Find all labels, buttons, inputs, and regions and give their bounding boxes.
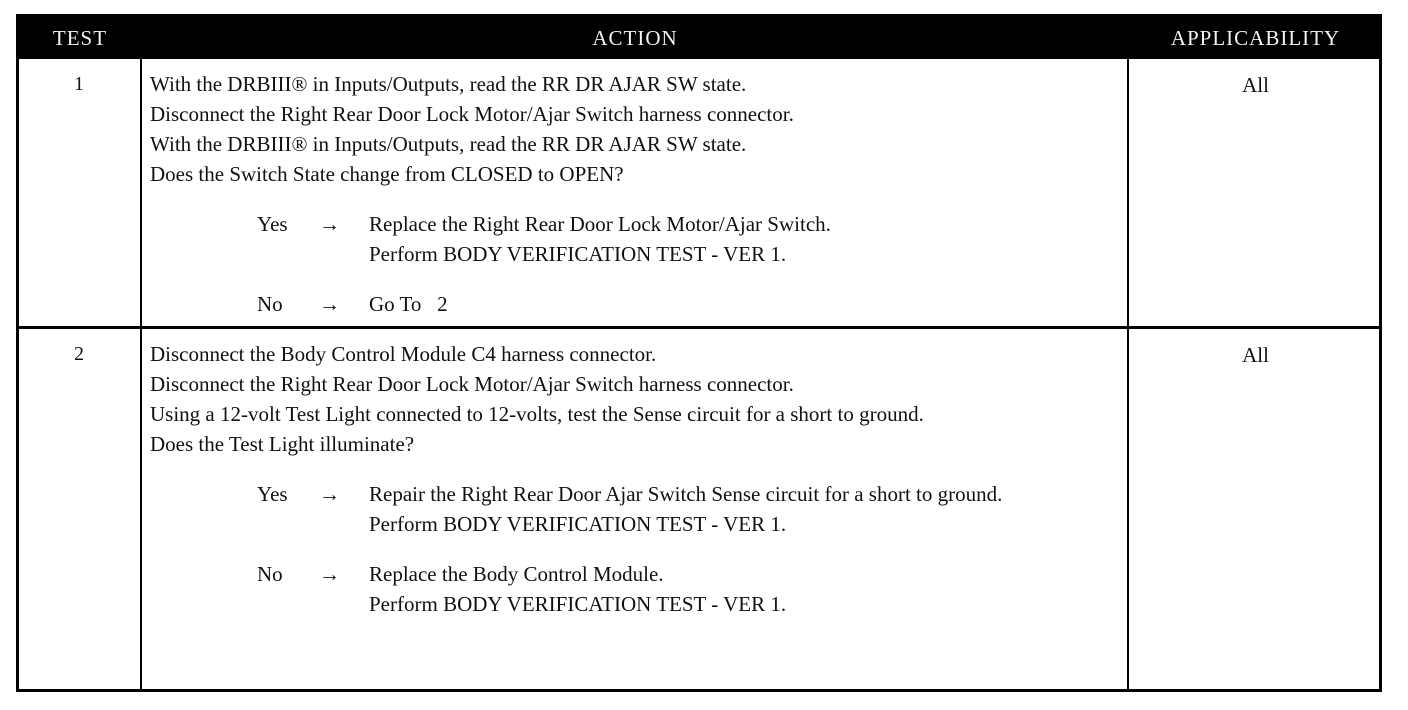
applicability-value: All (1242, 343, 1269, 367)
no-branch (257, 559, 1125, 619)
result-line: Perform BODY VERIFICATION TEST - VER 1. (369, 242, 787, 266)
action-step: Does the Switch State change from CLOSED to OPEN? (150, 162, 624, 186)
yes-label: Yes (257, 482, 288, 506)
test-number: 2 (74, 343, 84, 365)
action-step: With the DRBIII® in Inputs/Outputs, read the RR DR AJAR SW state. (150, 132, 747, 156)
row-divider (19, 326, 1379, 329)
result-line: Repair the Right Rear Door Ajar Switch Sense circuit for a short to ground. (369, 482, 1003, 506)
no-label: No (257, 292, 283, 316)
arrow-icon: → (319, 482, 340, 506)
column-divider (1127, 59, 1129, 692)
header-applicability: APPLICABILITY (1170, 26, 1341, 50)
arrow-icon: → (319, 212, 340, 236)
action-step: Disconnect the Right Rear Door Lock Motor/Ajar Switch harness connector. (150, 102, 794, 126)
table-header (19, 17, 1379, 59)
action-step: Does the Test Light illuminate? (150, 432, 415, 456)
no-label: No (257, 562, 283, 586)
result-line: Replace the Body Control Module. (369, 562, 664, 586)
diagnostic-test-table (16, 14, 1382, 692)
test-number: 1 (74, 73, 84, 95)
result-line: Replace the Right Rear Door Lock Motor/Ajar Switch. (369, 212, 831, 236)
arrow-icon: → (319, 292, 340, 316)
column-divider (140, 59, 142, 692)
action-step: Disconnect the Body Control Module C4 harness connector. (150, 342, 657, 366)
arrow-icon: → (319, 562, 340, 586)
yes-branch (257, 209, 1125, 269)
header-test: TEST (52, 26, 108, 50)
action-cell (150, 339, 1125, 619)
applicability-value: All (1242, 73, 1269, 97)
result-line: Perform BODY VERIFICATION TEST - VER 1. (369, 592, 787, 616)
action-step: Using a 12-volt Test Light connected to 12-volts, test the Sense circuit for a short to ground. (150, 402, 924, 426)
no-branch (257, 289, 1125, 319)
action-step: With the DRBIII® in Inputs/Outputs, read the RR DR AJAR SW state. (150, 72, 747, 96)
header-action: ACTION (592, 26, 678, 50)
action-cell (150, 69, 1125, 319)
yes-label: Yes (257, 212, 288, 236)
yes-branch (257, 479, 1125, 539)
action-step: Disconnect the Right Rear Door Lock Motor/Ajar Switch harness connector. (150, 372, 794, 396)
result-line: Go To 2 (369, 292, 448, 316)
result-line: Perform BODY VERIFICATION TEST - VER 1. (369, 512, 787, 536)
